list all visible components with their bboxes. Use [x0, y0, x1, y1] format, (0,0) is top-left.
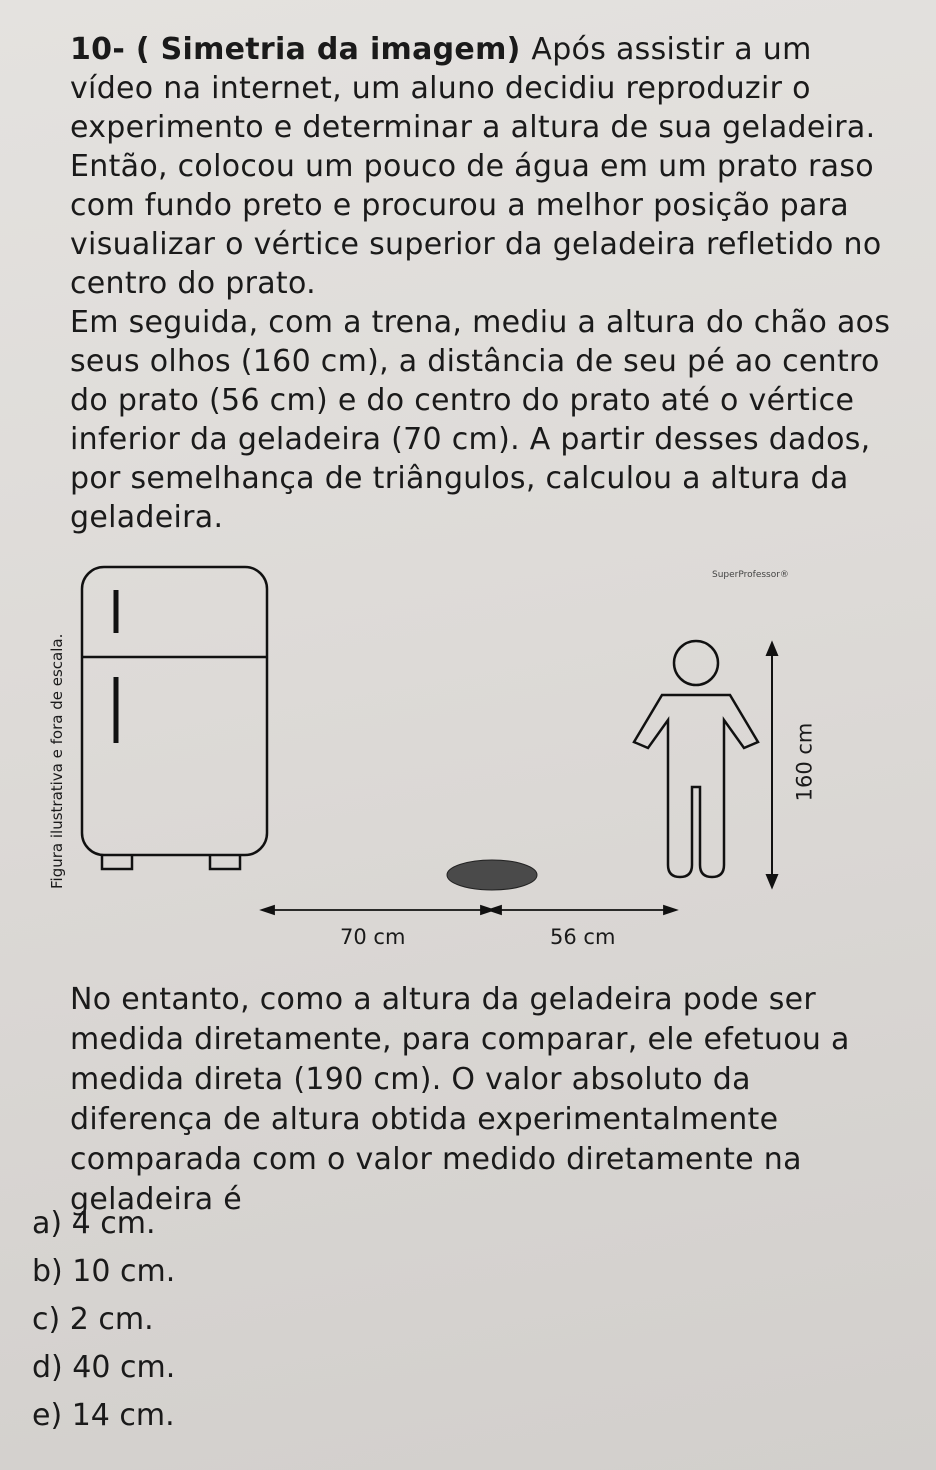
question-data-paragraph: Em seguida, com a trena, mediu a altura do chão aos seus olhos (160 cm), a distância de seu pé ao centro do prato (56 cm) e do centro do prato até o vértice inferior da geladeira (70 cm). A partir desses dados, por semelhança de triângulos, calculou a altura da geladeira. [70, 305, 891, 535]
option-e[interactable]: e) 14 cm. [32, 1398, 175, 1433]
option-c[interactable]: c) 2 cm. [32, 1302, 154, 1337]
watermark-text: SuperProfessor® [712, 570, 789, 580]
experiment-illustration [40, 555, 870, 965]
option-b[interactable]: b) 10 cm. [32, 1254, 176, 1289]
question-intro-paragraph [70, 30, 900, 303]
experiment-figure [40, 555, 870, 965]
option-a[interactable]: a) 4 cm. [32, 1206, 156, 1241]
question-comparison-paragraph: No entanto, como a altura da geladeira pode ser medida diretamente, para comparar, ele efetuou a medida direta (190 cm). O valor absoluto da diferença de altura obtida experimentalmente comparada com o valor medido diretamente na geladeira é [70, 982, 850, 1217]
distance-arrows [262, 906, 676, 914]
question-title: 10- ( Simetria da imagem) [70, 32, 532, 67]
water-plate [447, 860, 537, 890]
fridge-distance-label: 70 cm [340, 925, 406, 949]
answer-options [32, 1200, 175, 1440]
person-drawing [634, 641, 758, 877]
person-height-label: 160 cm [792, 722, 817, 802]
height-arrow [767, 643, 777, 887]
person-distance-label: 56 cm [550, 925, 616, 949]
option-d[interactable]: d) 40 cm. [32, 1350, 176, 1385]
fridge-drawing [82, 567, 267, 869]
figure-caption: Figura ilustrativa e fora de escala. [48, 633, 66, 889]
question-intro-text: Após assistir a um vídeo na internet, um aluno decidiu reproduzir o experimento e determinar a altura de sua geladeira. Então, colocou um pouco de água em um prato raso com fundo preto e procurou a melhor posição para visualizar o vértice superior da geladeira refletido no centro do prato. [70, 32, 882, 301]
